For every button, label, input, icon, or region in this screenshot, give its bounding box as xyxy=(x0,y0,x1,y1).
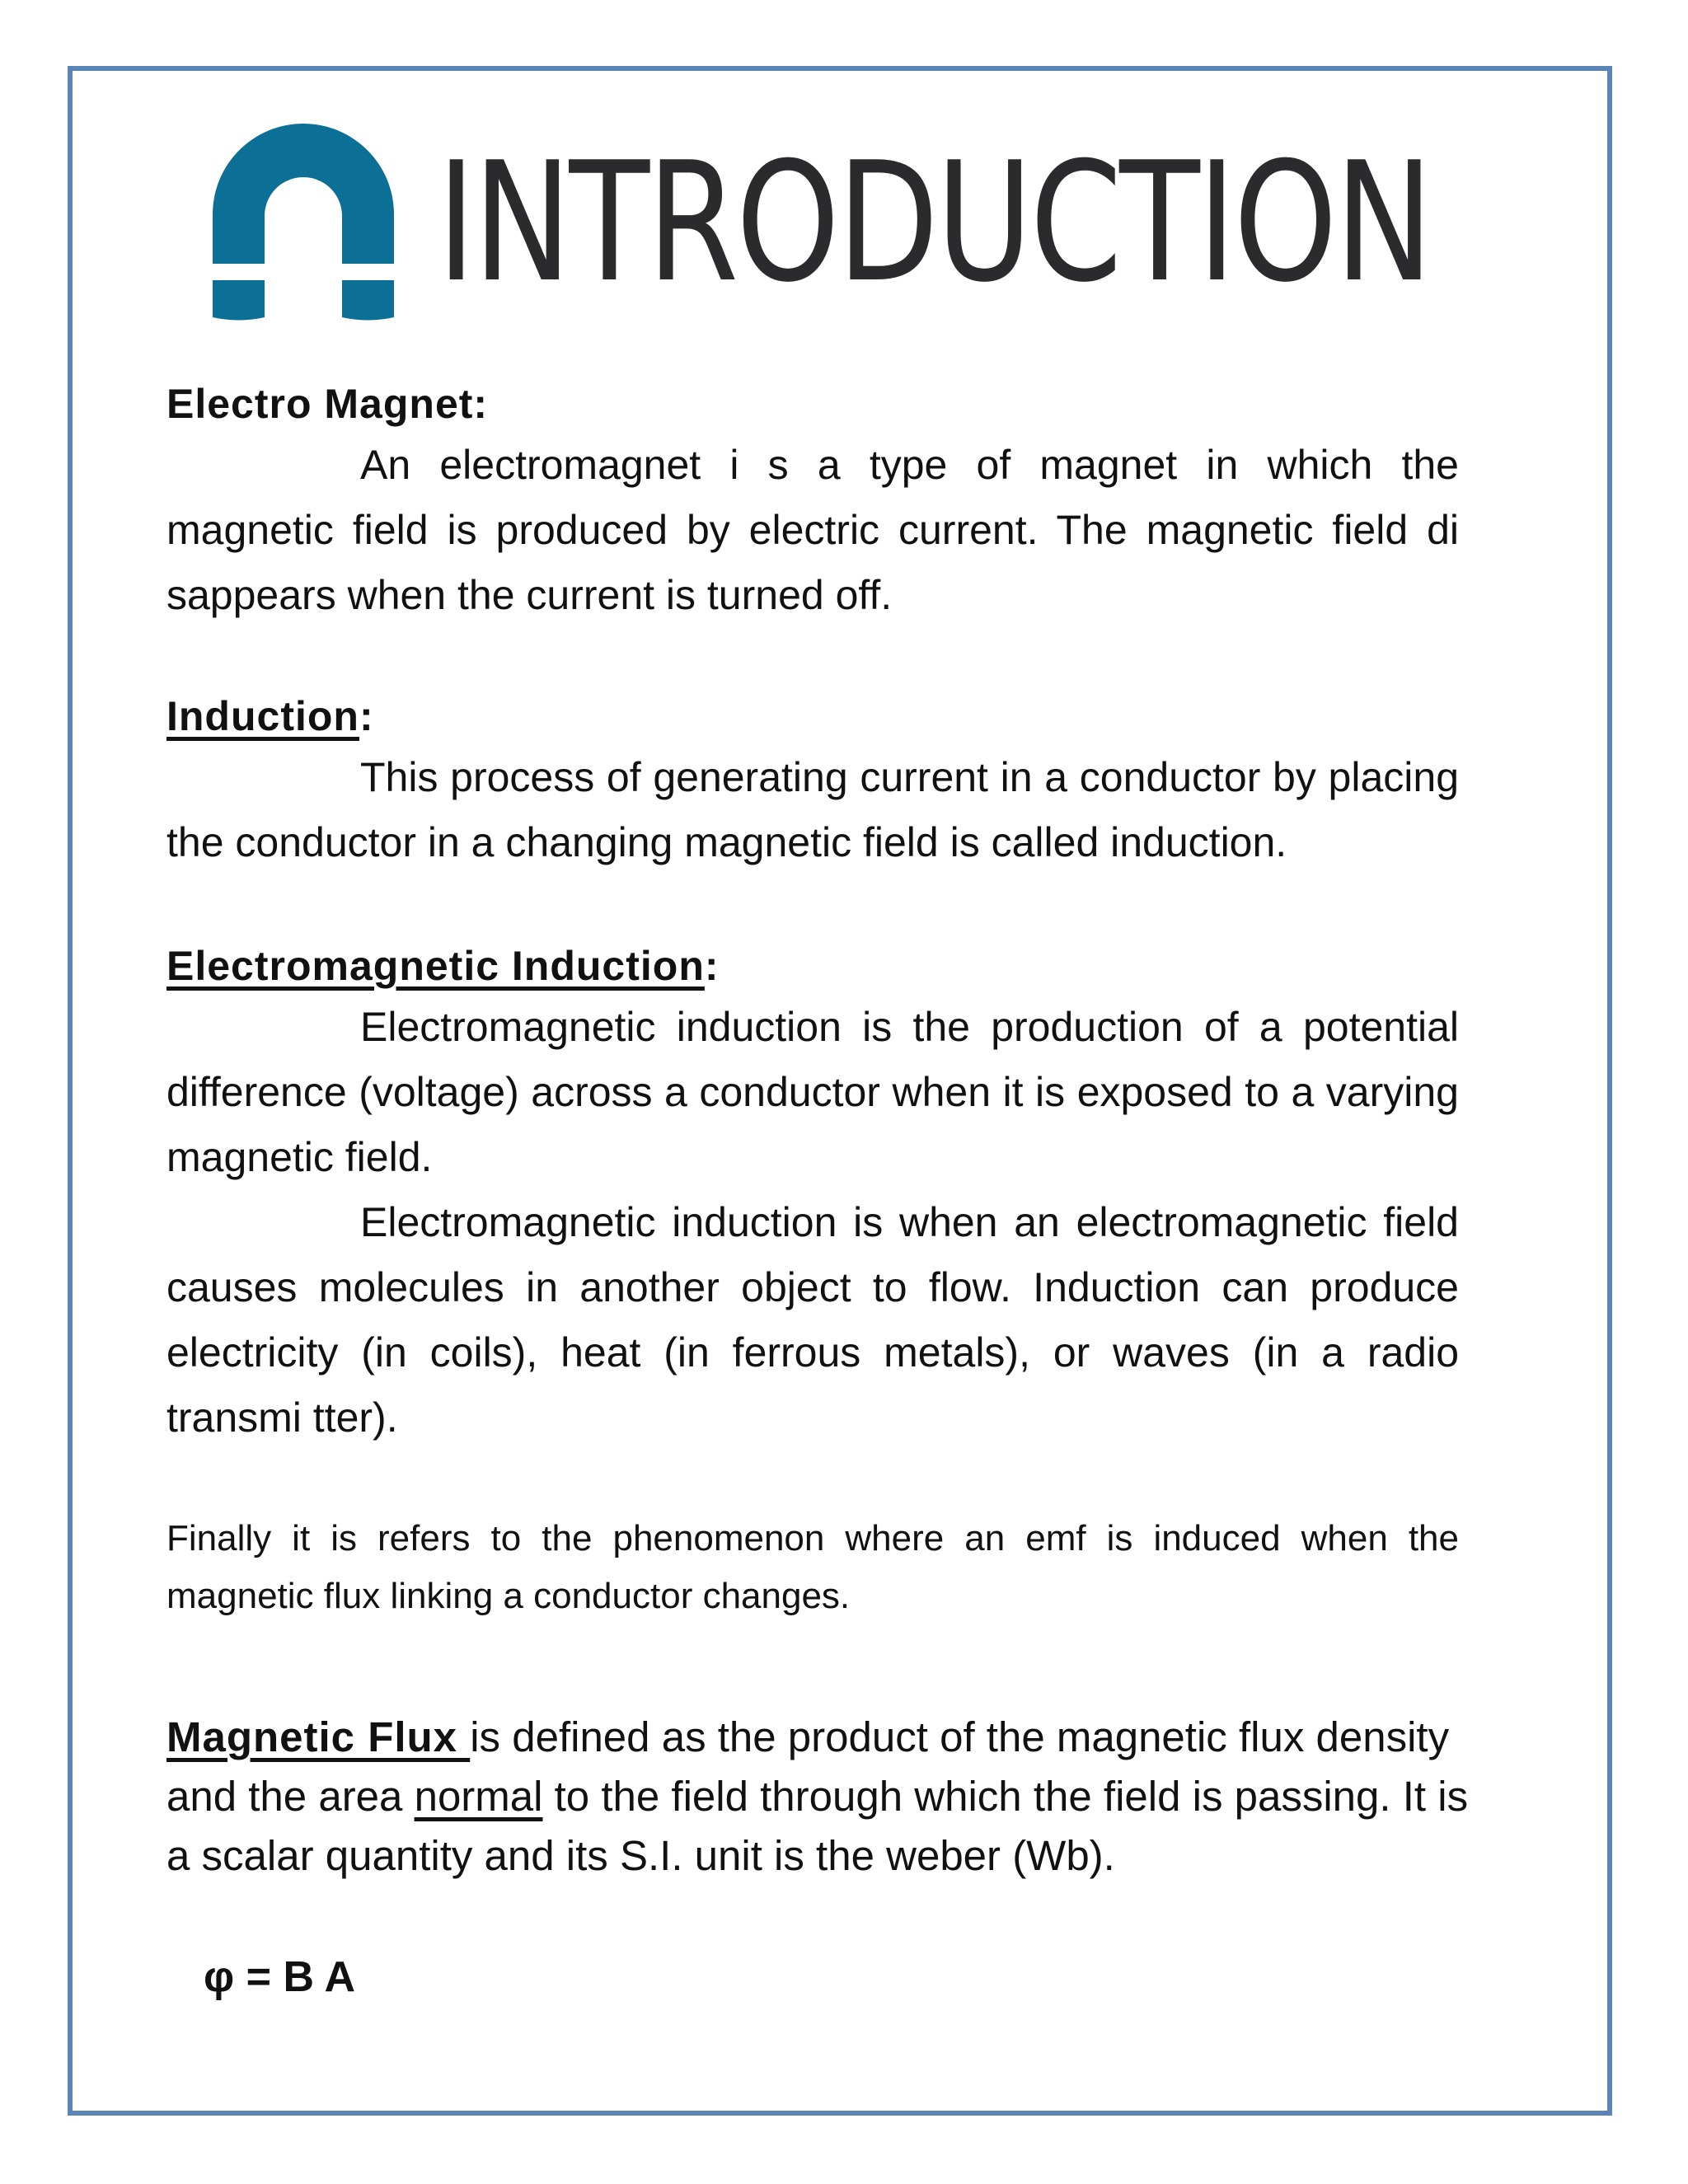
flux-formula: φ = B A xyxy=(204,1953,356,2001)
magnetic-flux-term: Magnetic Flux xyxy=(166,1713,471,1760)
page-header xyxy=(198,115,1484,330)
electromagnetic-induction-heading-text: Electromagnetic Induction xyxy=(166,943,705,989)
electro-magnet-heading: Electro Magnet: xyxy=(166,381,489,427)
page-title: INTRODUCTION xyxy=(437,127,1431,319)
induction-heading xyxy=(166,687,1459,745)
electromagnetic-induction-paragraph-2: Electromagnetic induction is when an electromagnetic field causes molecules in another object to flow. Induction can produce electricity (in coils), heat (in ferrous metals), or waves (in a radio transmi tter). xyxy=(166,1199,1459,1441)
finally-paragraph: Finally it is refers to the phenomenon where an emf is induced when the magnetic flux linking a conductor changes. xyxy=(166,1518,1459,1616)
horseshoe-magnet-icon xyxy=(198,115,408,323)
electromagnetic-induction-paragraph-1: Electromagnetic induction is the production of a potential difference (voltage) across a conductor when it is exposed to a varying magnetic field. xyxy=(166,1004,1459,1180)
electro-magnet-paragraph: An electromagnet i s a type of magnet in which the magnetic field is produced by electric current. The magnetic field di sappears when the current is turned off. xyxy=(166,442,1459,618)
magnetic-flux-paragraph xyxy=(166,1708,1502,1886)
magnetic-flux-underlined-word: normal xyxy=(414,1773,543,1820)
electromagnetic-induction-heading xyxy=(166,937,1459,995)
induction-heading-text: Induction xyxy=(166,693,359,739)
electromagnetic-induction-heading-colon: : xyxy=(704,943,720,989)
induction-heading-colon: : xyxy=(359,693,374,739)
magnetic-flux-text-after: to the field through which the field is passing. It is a scalar quantity and its S.I. unit is the weber (Wb). xyxy=(166,1773,1469,1879)
magnetic-flux-text-before: is defined as the product of the magnetic flux density and the area xyxy=(166,1713,1450,1820)
document-body xyxy=(166,375,1469,2006)
induction-paragraph: This process of generating current in a conductor by placing the conductor in a changing magnetic field is called induction. xyxy=(166,754,1459,865)
